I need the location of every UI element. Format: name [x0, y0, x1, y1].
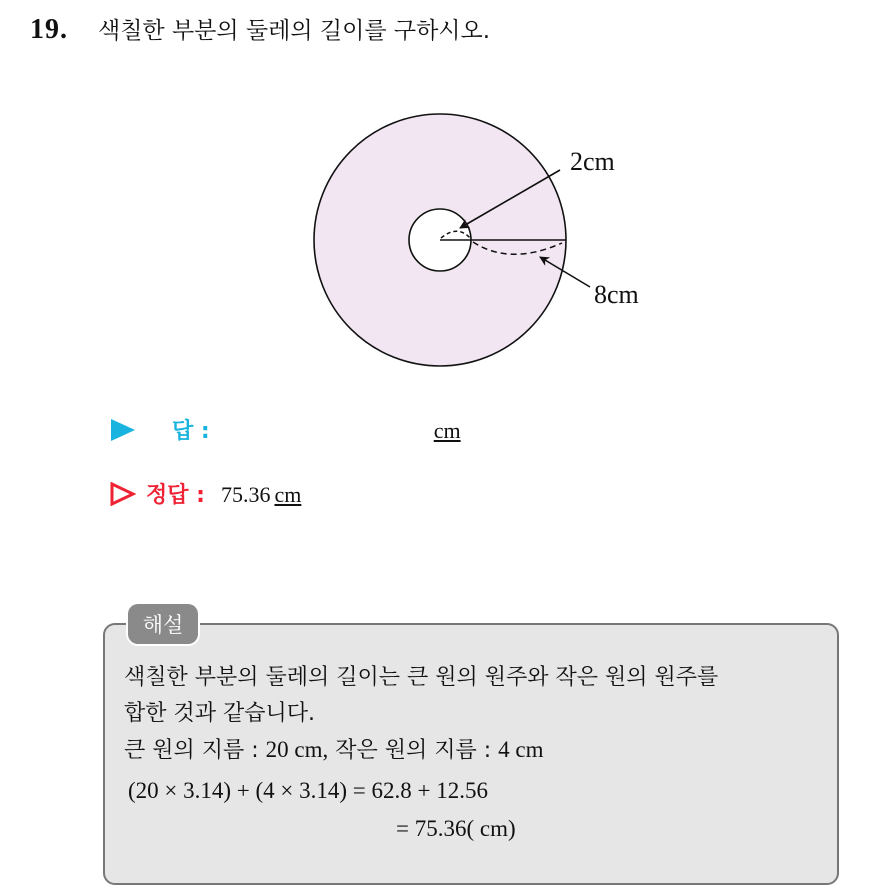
outer-radius-label: 8cm [594, 280, 639, 309]
correct-answer-label: 정답 : [146, 483, 205, 508]
equation-line-1: (20 × 3.14) + (4 × 3.14) = 62.8 + 12.56 [128, 778, 488, 803]
answer-row [110, 414, 465, 445]
explanation-body [124, 660, 834, 769]
answer-blank[interactable]: cm [433, 418, 461, 443]
big-diameter-value: 20 cm, [265, 737, 329, 762]
correct-answer-unit: cm [274, 482, 302, 507]
correct-answer-row [110, 478, 303, 509]
answer-label: 답 : [172, 419, 210, 444]
big-diameter-label: 큰 원의 지름 : [124, 738, 266, 763]
question-number: 19. [30, 14, 68, 45]
outline-triangle-icon [110, 482, 136, 506]
annulus-figure [300, 100, 680, 390]
explanation-line-1: 색칠한 부분의 둘레의 길이는 큰 원의 원주와 작은 원의 원주를 [124, 665, 719, 690]
question [30, 12, 490, 46]
play-triangle-icon [110, 418, 136, 442]
annulus-svg [300, 100, 680, 390]
inner-radius-label: 2cm [570, 147, 615, 176]
small-diameter-value: 4 cm [498, 737, 544, 762]
equation-line-2: = 75.36( cm) [396, 816, 516, 841]
question-text: 색칠한 부분의 둘레의 길이를 구하시오. [98, 18, 491, 44]
explanation-line-2: 합한 것과 같습니다. [124, 701, 315, 726]
explanation-tab: 해설 [128, 604, 198, 644]
correct-answer-value: 75.36 [220, 482, 271, 507]
small-diameter-label: 작은 원의 지름 : [328, 738, 499, 763]
explanation-line-3 [124, 732, 834, 769]
